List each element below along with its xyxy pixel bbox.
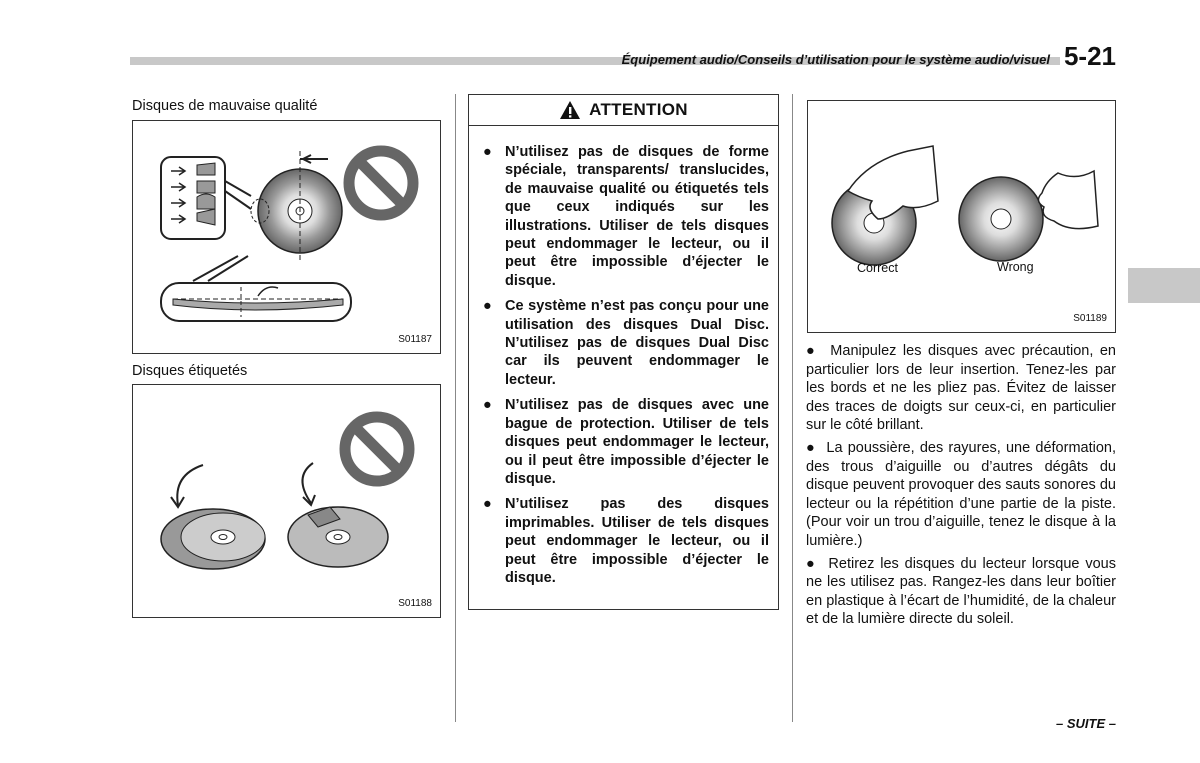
attention-item	[479, 396, 769, 488]
handling-instructions	[806, 342, 1116, 633]
caption-poor-quality-discs: Disques de mauvaise qualité	[132, 98, 318, 114]
attention-item	[479, 143, 769, 290]
poor-quality-disc-illustration	[133, 121, 440, 353]
figure-handling-discs	[807, 100, 1116, 333]
attention-item	[479, 297, 769, 389]
chapter-tab	[1128, 268, 1200, 303]
bullet: ●	[806, 439, 816, 456]
column-divider-1	[455, 94, 456, 722]
continued-marker: – SUITE –	[1056, 716, 1116, 731]
figure-poor-quality-discs	[132, 120, 441, 354]
attention-box	[468, 94, 779, 610]
attention-text: N’utilisez pas des disques imprimables. Utiliser de tels disques peut endommager le lecteur, ou il peut être impossible d’éjecter le disque.	[505, 496, 769, 586]
figure-code: S01188	[398, 598, 432, 609]
attention-list	[479, 143, 769, 594]
attention-text: N’utilisez pas de disques avec une bague de protection. Utiliser de tels disques peut endommager le lecteur, ou il peut être impossible d’éjecter le disque.	[505, 397, 769, 487]
instruction-paragraph	[806, 555, 1116, 629]
bullet: ●	[483, 144, 492, 160]
instruction-text: Manipulez les disques avec précaution, en particulier lors de leur insertion. Tenez-les par les bords et ne les pliez pas. Évitez de laisser des traces de doigts sur ceux-ci, en particulier sur le côté brillant.	[806, 343, 1116, 434]
label-wrong: Wrong	[997, 260, 1034, 274]
figure-code: S01187	[398, 334, 432, 345]
instruction-paragraph	[806, 342, 1116, 435]
bullet: ●	[483, 496, 492, 513]
warning-triangle-icon	[559, 100, 581, 120]
attention-heading: ATTENTION	[589, 100, 688, 119]
bullet: ●	[483, 298, 492, 315]
attention-header	[469, 95, 778, 126]
instruction-text: Retirez les disques du lecteur lorsque vous ne les utilisez pas. Rangez-les dans leur boîtier en plastique à l’écart de l’humidité, de la chaleur et de la lumière directe du soleil.	[806, 555, 1117, 628]
attention-item	[479, 495, 769, 587]
bullet: ●	[806, 555, 817, 572]
labeled-disc-illustration	[133, 385, 440, 617]
column-divider-2	[792, 94, 793, 722]
label-correct: Correct	[857, 261, 898, 275]
disc-handling-illustration	[808, 101, 1115, 332]
attention-text: N’utilisez pas de disques de forme spéciale, transparents/ translucides, de mauvaise qualité ou étiquetés tels que ceux indiqués sur les illustrations. Utiliser de tels disques peut endommager le lecteur, ou il peut être impossible d’éjecter le disque.	[505, 144, 769, 289]
page-number: 5-21	[1063, 41, 1116, 71]
bullet: ●	[483, 397, 492, 414]
instruction-text: La poussière, des rayures, une déformation, des trous d’aiguille ou d’autres dégâts du disque peuvent provoquer des sauts sonores du lecteur ou la répétition d’une partie de la piste. (Pour voir un trou d’aiguille, tenez le disque à la lumière.)	[806, 439, 1116, 549]
figure-labeled-discs	[132, 384, 441, 618]
figure-code: S01189	[1073, 313, 1107, 324]
caption-labeled-discs: Disques étiquetés	[132, 363, 248, 379]
attention-text: Ce système n’est pas conçu pour une utilisation des disques Dual Disc. N’utilisez pas de disques Dual Disc car ils peuvent endommager le lecteur.	[505, 298, 769, 388]
section-title: Équipement audio/Conseils d’utilisation pour le système audio/visuel	[621, 52, 1050, 67]
instruction-paragraph	[806, 439, 1116, 551]
bullet: ●	[806, 343, 818, 359]
